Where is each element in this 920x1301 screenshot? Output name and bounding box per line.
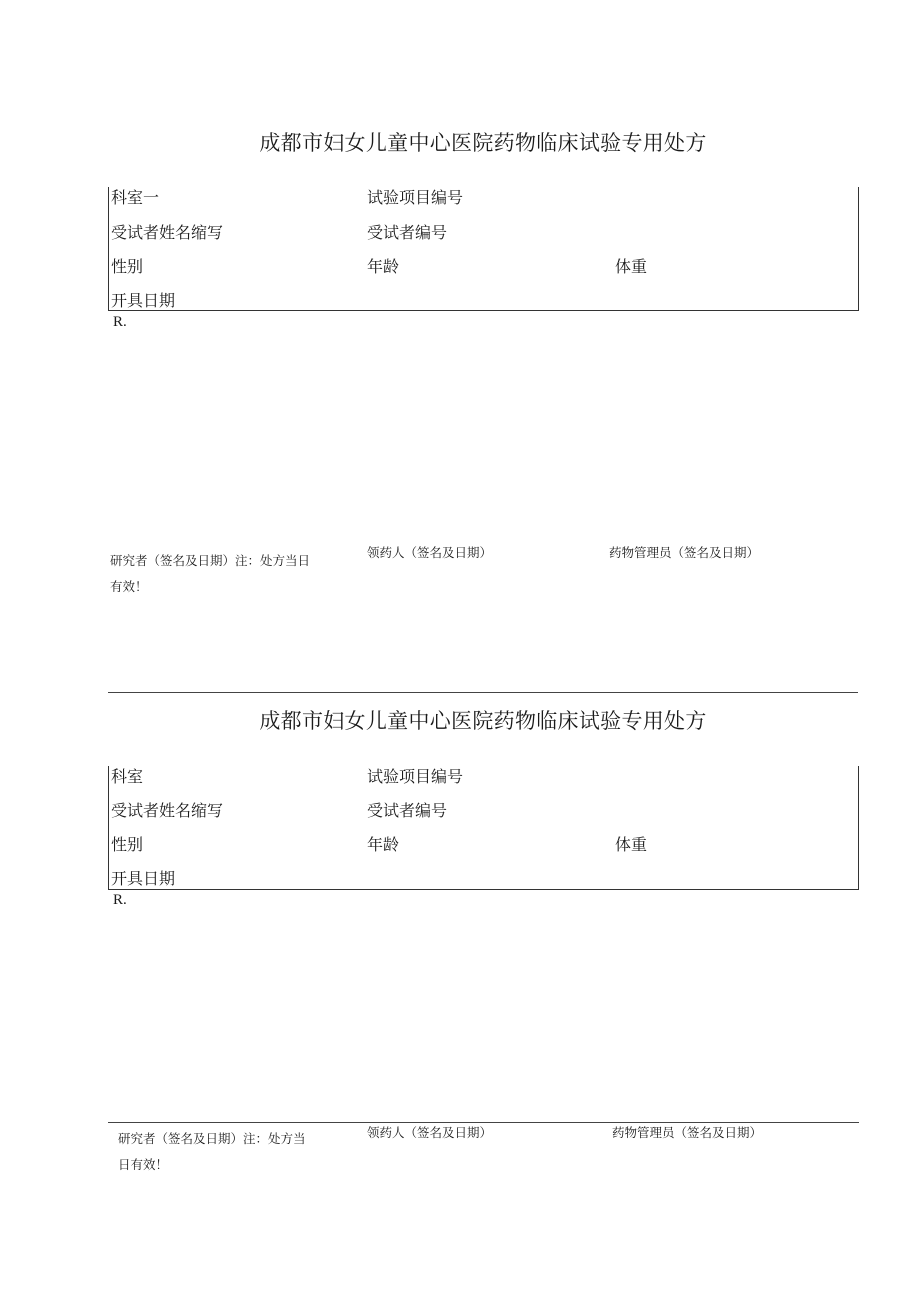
patient-info-box: [108, 187, 859, 311]
age-label: 年龄: [367, 835, 400, 854]
pharmacist-signature-label: 药物管理员（签名及日期）: [612, 1125, 763, 1140]
subject-initials-label: 受试者姓名缩写: [111, 223, 224, 242]
pharmacist-signature-label: 药物管理员（签名及日期）: [609, 545, 760, 560]
trial-project-no-label: 试验项目编号: [367, 188, 464, 207]
recipient-signature-label: 领药人（签名及日期）: [367, 545, 493, 560]
gender-label: 性别: [111, 835, 144, 854]
form-divider: [108, 692, 858, 693]
issue-date-label: 开具日期: [111, 869, 176, 888]
department-label: 科室一: [111, 188, 160, 207]
form-title: 成都市妇女儿童中心医院药物临床试验专用处方: [259, 709, 707, 733]
issue-date-label: 开具日期: [111, 291, 176, 310]
trial-project-no-label: 试验项目编号: [367, 767, 464, 786]
age-label: 年龄: [367, 257, 400, 276]
subject-no-label: 受试者编号: [367, 801, 448, 820]
weight-label: 体重: [615, 257, 648, 276]
weight-label: 体重: [615, 835, 648, 854]
gender-label: 性别: [111, 257, 144, 276]
rx-symbol: R.: [113, 314, 127, 330]
investigator-signature-label: 研究者（签名及日期）注：处方当日有效！: [118, 1131, 306, 1172]
recipient-signature-label: 领药人（签名及日期）: [367, 1125, 493, 1140]
subject-no-label: 受试者编号: [367, 223, 448, 242]
patient-info-box: [108, 766, 859, 890]
department-label: 科室: [111, 767, 144, 786]
subject-initials-label: 受试者姓名缩写: [111, 801, 224, 820]
form-title: 成都市妇女儿童中心医院药物临床试验专用处方: [259, 131, 707, 155]
rx-symbol: R.: [113, 892, 127, 908]
investigator-signature-label: 研究者（签名及日期）注：处方当日有效！: [110, 553, 311, 594]
